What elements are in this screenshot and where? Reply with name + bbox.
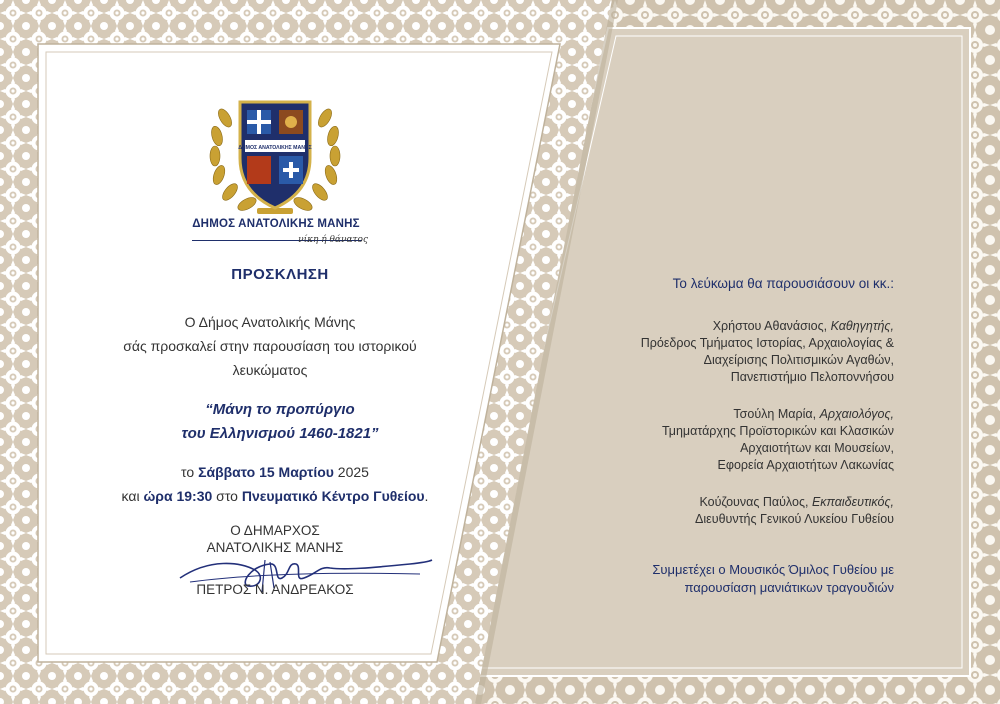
place-prefix: στο — [216, 488, 238, 504]
presenter-detail: Πανεπιστήμιο Πελοποννήσου — [730, 370, 894, 384]
music-line: Συμμετέχει ο Μουσικός Όμιλος Γυθείου με — [652, 562, 894, 577]
intro-line: Ο Δήμος Ανατολικής Μάνης — [184, 314, 356, 330]
municipality-name: ΔΗΜΟΣ ΑΝΑΤΟΛΙΚΗΣ ΜΑΝΗΣ — [192, 218, 360, 230]
album-title-line: “Μάνη το προπύργιο — [205, 401, 355, 418]
presenter-name: Κούζουνας Παύλος, — [699, 495, 809, 509]
presenter-item — [520, 494, 894, 528]
album-title — [110, 398, 450, 446]
event-date-place — [70, 460, 480, 508]
presenter-detail: Πρόεδρος Τμήματος Ιστορίας, Αρχαιολογίας & — [640, 336, 894, 350]
album-title-line: του Ελληνισμού 1460-1821” — [181, 425, 379, 442]
municipality-logo — [205, 88, 345, 220]
invitation-intro — [90, 310, 450, 382]
mayor-line: Ο ΔΗΜΑΡΧΟΣ — [230, 523, 320, 538]
time-prefix: και — [121, 488, 140, 504]
presenters-heading: Το λεύκωμα θα παρουσιάσουν οι κκ.: — [672, 276, 894, 291]
presenter-role: Αρχαιολόγος, — [819, 407, 894, 421]
presenter-role: Εκπαιδευτικός, — [811, 495, 894, 509]
invitation-title: ΠΡΟΣΚΛΗΣΗ — [231, 266, 329, 283]
presenter-item — [520, 318, 894, 386]
event-place: Πνευματικό Κέντρο Γυθείου — [241, 488, 425, 504]
intro-line: σάς προσκαλεί στην παρουσίαση του ιστορικού — [123, 338, 417, 354]
music-line: παρουσίαση μανιάτικων τραγουδιών — [684, 580, 894, 595]
intro-line: λευκώματος — [232, 362, 308, 378]
event-date: Σάββατο 15 Μαρτίου — [198, 464, 334, 480]
place-suffix: . — [424, 488, 429, 504]
presenter-detail: Εφορεία Αρχαιοτήτων Λακωνίας — [717, 458, 894, 472]
mayor-name: ΠΕΤΡΟΣ Ν. ΑΝΔΡΕΑΚΟΣ — [196, 582, 354, 597]
date-prefix: το — [181, 464, 195, 480]
presenter-name: Τσούλη Μαρία, — [733, 407, 817, 421]
music-note — [520, 561, 894, 597]
event-year: 2025 — [337, 464, 369, 480]
mayor-line: ΑΝΑΤΟΛΙΚΗΣ ΜΑΝΗΣ — [206, 540, 344, 555]
presenter-item — [520, 406, 894, 474]
presenter-detail: Διαχείρισης Πολιτισμικών Αγαθών, — [703, 353, 894, 367]
presenter-role: Καθηγητής, — [830, 319, 894, 333]
presenter-detail: Τμηματάρχης Προϊστορικών και Κλασικών — [662, 424, 894, 438]
event-time: ώρα 19:30 — [143, 488, 213, 504]
presenter-name: Χρήστου Αθανάσιος, — [712, 319, 828, 333]
logo-shield-text: ΔΗΜΟΣ ΑΝΑΤΟΛΙΚΗΣ ΜΑΝΗΣ — [238, 145, 312, 151]
municipality-motto: νίκη ή θάνατος — [298, 235, 368, 245]
presenter-detail: Διευθυντής Γενικού Λυκείου Γυθείου — [695, 512, 894, 526]
presenter-detail: Αρχαιοτήτων και Μουσείων, — [740, 441, 894, 455]
